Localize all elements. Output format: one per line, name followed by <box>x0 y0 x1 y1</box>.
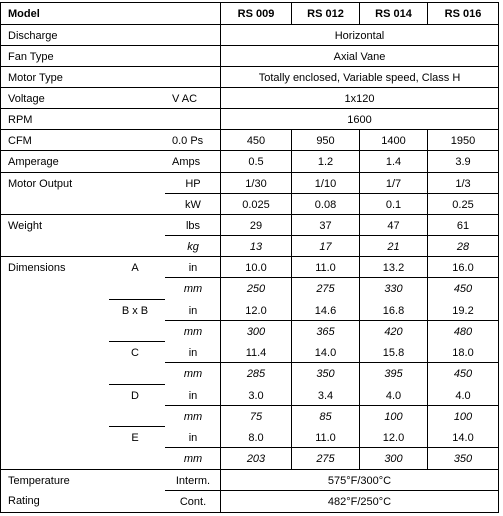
dim-a-in-rs012: 11.0 <box>315 261 336 274</box>
dim-d-mm-rs016: 100 <box>453 410 473 423</box>
rule <box>0 172 499 173</box>
motor-type-label: Motor Type <box>8 71 63 84</box>
temp-interm-value: 575°F/300°C <box>327 474 392 487</box>
rule <box>165 447 499 448</box>
dim-d-mm-rs012: 85 <box>319 410 332 423</box>
amperage-unit: Amps <box>172 155 201 168</box>
rule <box>109 426 165 427</box>
dim-a-mm-rs014: 330 <box>384 282 403 295</box>
dim-e-in-unit: in <box>188 431 198 444</box>
rule <box>498 2 499 513</box>
model-rs012: RS 012 <box>307 7 344 20</box>
dim-c-mm-rs009: 285 <box>246 367 266 380</box>
dim-a-mm-rs012: 275 <box>316 282 335 295</box>
cfm-rs009: 450 <box>246 134 266 147</box>
dim-d-in-unit: in <box>188 389 198 402</box>
dim-c-mm-rs014: 395 <box>384 367 403 380</box>
motor-type-value: Totally enclosed, Variable speed, Class H <box>258 71 461 84</box>
weight-label: Weight <box>8 219 43 232</box>
dim-bxb-in-rs014: 16.8 <box>382 304 405 317</box>
motor-output-hp-unit: HP <box>185 177 201 190</box>
rule <box>165 320 499 321</box>
rule <box>359 2 360 25</box>
dim-e-in-rs016: 14.0 <box>452 431 474 444</box>
weight-kg-unit: kg <box>187 240 199 253</box>
weight-lbs-unit: lbs <box>185 219 201 232</box>
weight-lbs-rs016: 61 <box>456 219 470 232</box>
dim-bxb-in-unit: in <box>188 304 198 317</box>
rule <box>0 214 499 215</box>
model-rs016: RS 016 <box>444 7 482 20</box>
amperage-label: Amperage <box>8 155 59 168</box>
motor-output-kw-rs016: 0.25 <box>452 198 474 211</box>
dim-bxb-mm-rs009: 300 <box>246 325 266 338</box>
dim-d-label: D <box>131 389 139 402</box>
motor-output-kw-rs012: 0.08 <box>314 198 337 211</box>
dim-c-mm-rs016: 450 <box>453 367 473 380</box>
voltage-value: 1x120 <box>344 92 375 105</box>
motor-output-label: Motor Output <box>8 177 73 190</box>
amperage-rs016: 3.9 <box>455 155 471 168</box>
rule <box>0 24 499 25</box>
rule <box>0 256 499 257</box>
weight-kg-rs012: 17 <box>319 240 332 253</box>
motor-output-hp-rs016: 1/3 <box>455 177 471 190</box>
fan-type-label: Fan Type <box>8 50 54 63</box>
motor-output-kw-unit: kW <box>185 198 201 211</box>
dim-d-in-rs016: 4.0 <box>455 389 471 402</box>
dim-e-mm-rs016: 350 <box>453 452 473 465</box>
dim-bxb-mm-rs016: 480 <box>453 325 473 338</box>
rule <box>0 2 1 513</box>
rule <box>291 129 292 470</box>
rule <box>0 87 499 88</box>
dim-e-mm-rs009: 203 <box>246 452 266 465</box>
motor-output-hp-rs012: 1/10 <box>314 177 337 190</box>
dim-c-in-unit: in <box>188 346 198 359</box>
dim-d-in-rs012: 3.4 <box>317 389 334 402</box>
rule <box>165 193 499 194</box>
dim-c-in-rs012: 14.0 <box>314 346 337 359</box>
amperage-rs014: 1.4 <box>385 155 402 168</box>
motor-output-kw-rs014: 0.1 <box>385 198 402 211</box>
dim-bxb-mm-rs014: 420 <box>384 325 403 338</box>
model-rs009: RS 009 <box>237 7 275 20</box>
dim-a-mm-unit: mm <box>183 282 203 295</box>
dim-a-mm-rs009: 250 <box>246 282 266 295</box>
cfm-unit: 0.0 Ps <box>172 134 204 147</box>
rpm-value: 1600 <box>347 113 372 126</box>
weight-lbs-rs009: 29 <box>249 219 263 232</box>
rule <box>291 2 292 25</box>
cfm-rs012: 950 <box>316 134 335 147</box>
dim-a-in-rs016: 16.0 <box>452 261 474 274</box>
dim-d-mm-unit: mm <box>183 410 203 423</box>
temp-cont-unit: Cont. <box>179 495 207 508</box>
rule <box>0 129 499 130</box>
rule <box>0 150 499 151</box>
dim-bxb-label: B x B <box>121 304 149 317</box>
rule <box>220 2 221 513</box>
rule <box>0 2 499 3</box>
rule <box>165 362 499 363</box>
rule <box>359 129 360 470</box>
dim-d-in-rs009: 3.0 <box>248 389 264 402</box>
weight-kg-rs016: 28 <box>456 240 470 253</box>
discharge-value: Horizontal <box>334 29 385 42</box>
dim-a-label: A <box>131 261 139 274</box>
rule <box>427 129 428 470</box>
dimensions-label: Dimensions <box>8 261 66 274</box>
dim-bxb-in-rs016: 19.2 <box>452 304 474 317</box>
rule <box>427 2 428 25</box>
dim-e-in-rs009: 8.0 <box>248 431 264 444</box>
temperature-label: Temperature <box>8 474 70 487</box>
dim-c-in-rs009: 11.4 <box>245 346 267 359</box>
dim-e-label: E <box>131 431 139 444</box>
dim-d-mm-rs014: 100 <box>384 410 403 423</box>
rule <box>0 469 499 470</box>
dim-bxb-mm-rs012: 365 <box>316 325 335 338</box>
amperage-rs009: 0.5 <box>248 155 264 168</box>
header-label: Model <box>8 7 40 20</box>
dim-e-in-rs012: 11.0 <box>315 431 336 444</box>
dim-c-label: C <box>131 346 139 359</box>
rule <box>0 108 499 109</box>
weight-kg-rs014: 21 <box>387 240 400 253</box>
motor-output-kw-rs009: 0.025 <box>242 198 270 211</box>
temp-cont-value: 482°F/250°C <box>327 495 392 508</box>
rule <box>109 299 165 300</box>
amperage-rs012: 1.2 <box>317 155 334 168</box>
rule <box>0 512 499 513</box>
temp-interm-unit: Interm. <box>175 474 211 487</box>
rule <box>0 66 499 67</box>
weight-kg-rs009: 13 <box>249 240 263 253</box>
dim-e-mm-rs014: 300 <box>384 452 403 465</box>
rating-label: Rating <box>8 494 40 507</box>
dim-bxb-in-rs012: 14.6 <box>314 304 337 317</box>
weight-lbs-rs014: 47 <box>387 219 400 232</box>
dim-d-in-rs014: 4.0 <box>385 389 402 402</box>
rule <box>165 277 499 278</box>
dim-a-mm-rs016: 450 <box>453 282 473 295</box>
rule <box>165 405 499 406</box>
rule <box>165 235 499 236</box>
rpm-label: RPM <box>8 113 33 126</box>
motor-output-hp-rs014: 1/7 <box>385 177 402 190</box>
rule <box>165 490 499 491</box>
dim-a-in-rs009: 10.0 <box>245 261 267 274</box>
dim-a-in-unit: in <box>188 261 198 274</box>
rule <box>109 384 165 385</box>
cfm-rs016: 1950 <box>450 134 476 147</box>
voltage-label: Voltage <box>8 92 45 105</box>
dim-bxb-mm-unit: mm <box>183 325 203 338</box>
discharge-label: Discharge <box>8 29 58 42</box>
cfm-label: CFM <box>8 134 32 147</box>
dim-e-mm-unit: mm <box>183 452 203 465</box>
rule <box>109 341 165 342</box>
dim-c-in-rs016: 18.0 <box>452 346 474 359</box>
dim-e-in-rs014: 12.0 <box>382 431 405 444</box>
dim-d-mm-rs009: 75 <box>249 410 263 423</box>
cfm-rs014: 1400 <box>381 134 406 147</box>
motor-output-hp-rs009: 1/30 <box>245 177 267 190</box>
weight-lbs-rs012: 37 <box>319 219 332 232</box>
voltage-unit: V AC <box>172 92 198 105</box>
dim-e-mm-rs012: 275 <box>316 452 335 465</box>
model-rs014: RS 014 <box>375 7 412 20</box>
dim-c-mm-rs012: 350 <box>316 367 335 380</box>
dim-c-mm-unit: mm <box>183 367 203 380</box>
rule <box>0 45 499 46</box>
dim-bxb-in-rs009: 12.0 <box>245 304 267 317</box>
dim-a-in-rs014: 13.2 <box>382 261 405 274</box>
dim-c-in-rs014: 15.8 <box>382 346 405 359</box>
fan-type-value: Axial Vane <box>333 50 386 63</box>
